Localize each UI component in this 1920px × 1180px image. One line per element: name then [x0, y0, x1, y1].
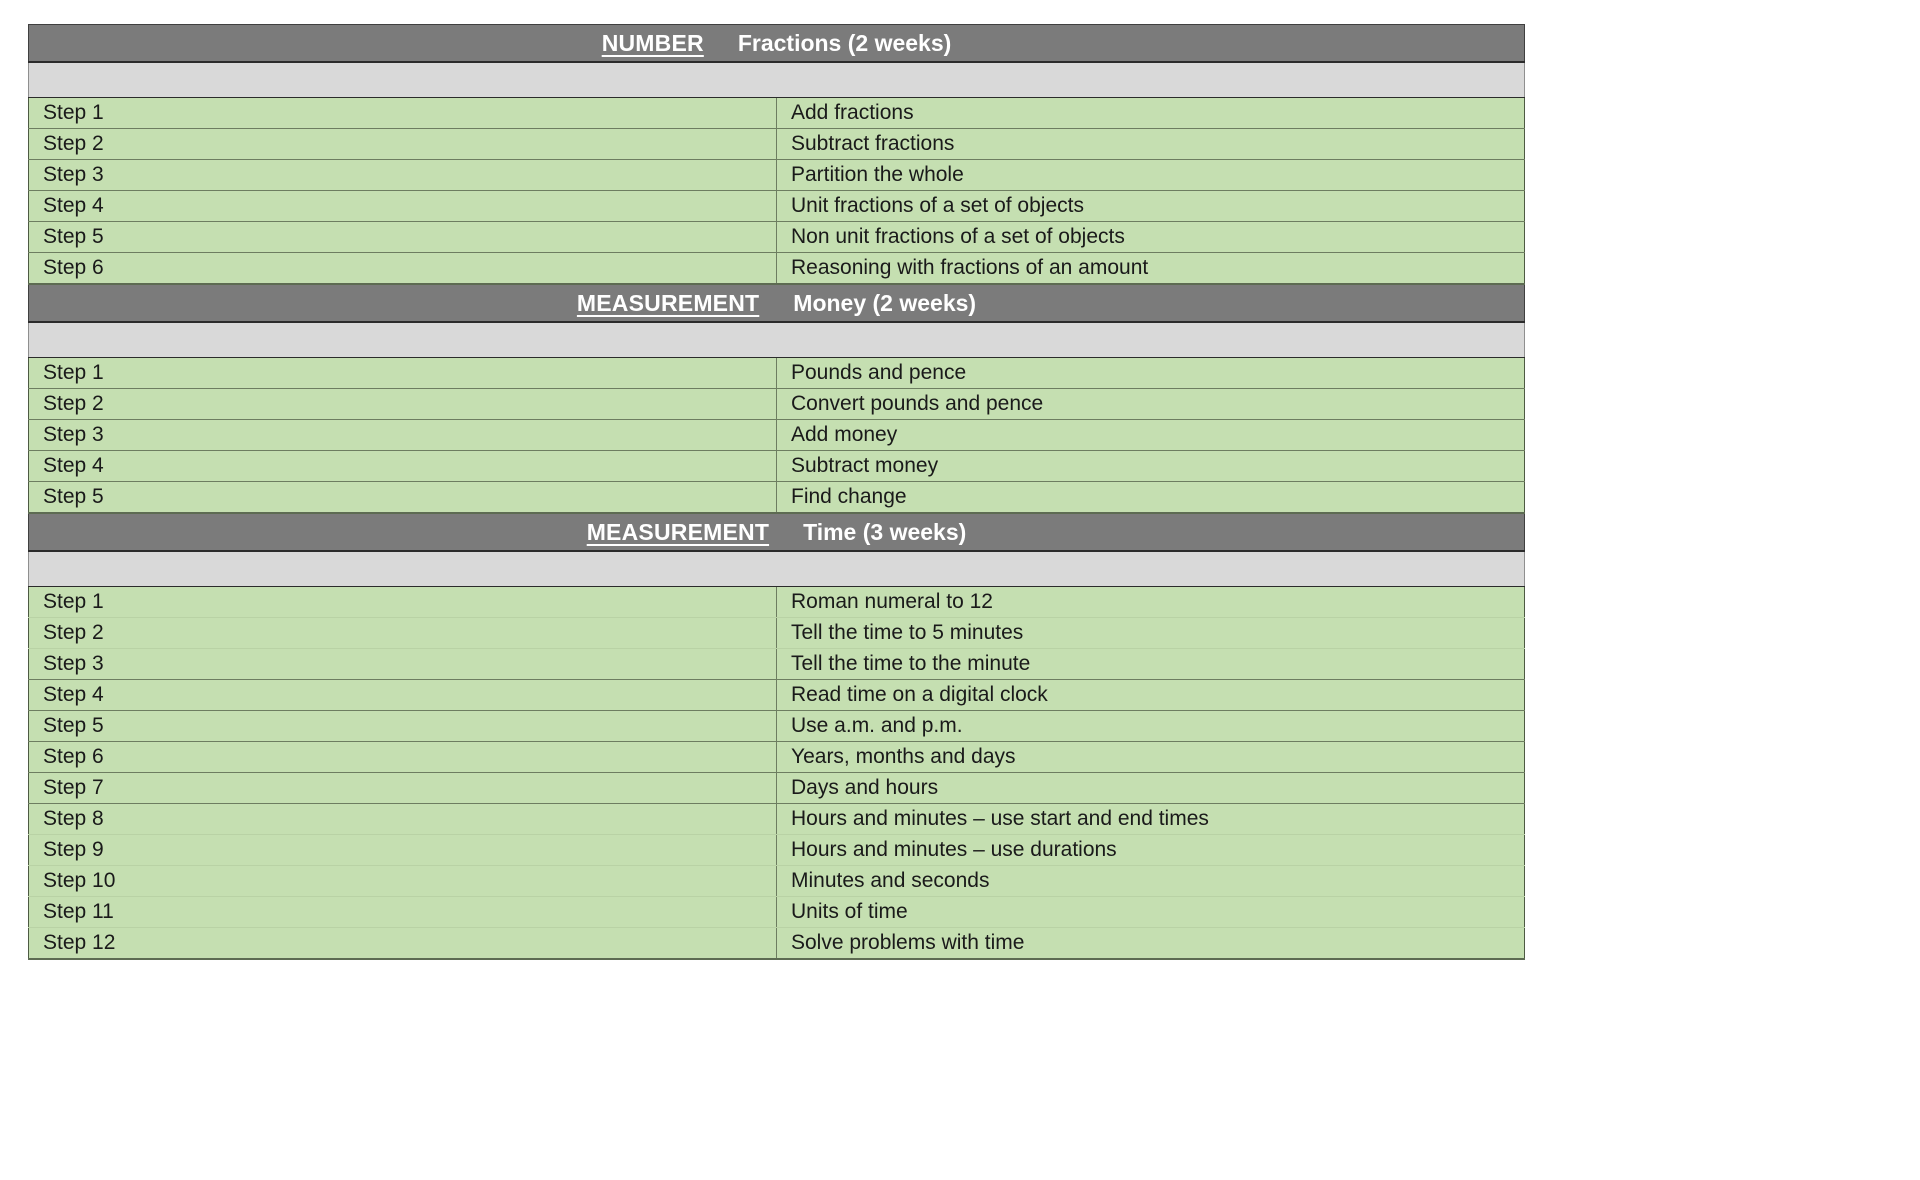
table-row — [29, 160, 1525, 191]
step-objective-cell: Use a.m. and p.m. — [777, 711, 1525, 742]
section-spacer-cell — [29, 551, 1525, 587]
table-row — [29, 358, 1525, 389]
table-row — [29, 482, 1525, 514]
table-row — [29, 742, 1525, 773]
step-number-cell: Step 2 — [29, 389, 777, 420]
table-row — [29, 773, 1525, 804]
section-header-content — [29, 514, 1524, 550]
table-row — [29, 711, 1525, 742]
step-objective-cell: Non unit fractions of a set of objects — [777, 222, 1525, 253]
table-row — [29, 866, 1525, 897]
step-number-cell: Step 3 — [29, 420, 777, 451]
curriculum-sheet — [28, 24, 1525, 960]
step-objective-cell: Add money — [777, 420, 1525, 451]
table-row — [29, 129, 1525, 160]
table-row — [29, 928, 1525, 960]
step-number-cell: Step 7 — [29, 773, 777, 804]
step-objective-cell: Partition the whole — [777, 160, 1525, 191]
step-objective-cell: Unit fractions of a set of objects — [777, 191, 1525, 222]
step-objective-cell: Tell the time to 5 minutes — [777, 618, 1525, 649]
step-number-cell: Step 5 — [29, 482, 777, 514]
step-objective-cell: Units of time — [777, 897, 1525, 928]
step-number-cell: Step 4 — [29, 680, 777, 711]
step-objective-cell: Hours and minutes – use start and end times — [777, 804, 1525, 835]
step-objective-cell: Roman numeral to 12 — [777, 587, 1525, 618]
step-number-cell: Step 1 — [29, 358, 777, 389]
section-header-cell — [29, 284, 1525, 322]
step-objective-cell: Subtract fractions — [777, 129, 1525, 160]
section-domain-label: MEASUREMENT — [586, 519, 770, 545]
step-number-cell: Step 11 — [29, 897, 777, 928]
section-header-row — [29, 284, 1525, 322]
step-objective-cell: Subtract money — [777, 451, 1525, 482]
step-number-cell: Step 4 — [29, 451, 777, 482]
section-spacer-cell — [29, 62, 1525, 98]
step-number-cell: Step 2 — [29, 129, 777, 160]
step-objective-cell: Years, months and days — [777, 742, 1525, 773]
section-topic-label: Money (2 weeks) — [793, 290, 977, 316]
step-objective-cell: Add fractions — [777, 98, 1525, 129]
step-number-cell: Step 2 — [29, 618, 777, 649]
section-domain-label: NUMBER — [601, 30, 704, 56]
table-row — [29, 191, 1525, 222]
table-row — [29, 451, 1525, 482]
step-number-cell: Step 5 — [29, 711, 777, 742]
table-row — [29, 253, 1525, 285]
section-header-content — [29, 25, 1524, 61]
section-header-cell — [29, 513, 1525, 551]
section-header-content — [29, 285, 1524, 321]
curriculum-table — [28, 24, 1525, 960]
step-objective-cell: Convert pounds and pence — [777, 389, 1525, 420]
table-row — [29, 98, 1525, 129]
step-number-cell: Step 8 — [29, 804, 777, 835]
table-row — [29, 649, 1525, 680]
section-spacer-row — [29, 551, 1525, 587]
step-number-cell: Step 5 — [29, 222, 777, 253]
step-objective-cell: Reasoning with fractions of an amount — [777, 253, 1525, 285]
section-topic-label: Fractions (2 weeks) — [737, 30, 952, 56]
step-number-cell: Step 4 — [29, 191, 777, 222]
table-row — [29, 680, 1525, 711]
step-number-cell: Step 12 — [29, 928, 777, 960]
step-number-cell: Step 10 — [29, 866, 777, 897]
section-spacer-row — [29, 322, 1525, 358]
step-objective-cell: Hours and minutes – use durations — [777, 835, 1525, 866]
table-row — [29, 420, 1525, 451]
table-row — [29, 222, 1525, 253]
table-row — [29, 835, 1525, 866]
step-objective-cell: Read time on a digital clock — [777, 680, 1525, 711]
table-row — [29, 897, 1525, 928]
step-number-cell: Step 1 — [29, 98, 777, 129]
table-row — [29, 618, 1525, 649]
curriculum-table-body — [29, 25, 1525, 960]
section-header-row — [29, 25, 1525, 63]
step-number-cell: Step 1 — [29, 587, 777, 618]
step-objective-cell: Find change — [777, 482, 1525, 514]
step-objective-cell: Minutes and seconds — [777, 866, 1525, 897]
step-objective-cell: Days and hours — [777, 773, 1525, 804]
step-number-cell: Step 6 — [29, 253, 777, 285]
step-number-cell: Step 9 — [29, 835, 777, 866]
section-header-cell — [29, 25, 1525, 63]
table-row — [29, 587, 1525, 618]
table-row — [29, 389, 1525, 420]
section-spacer-cell — [29, 322, 1525, 358]
step-number-cell: Step 3 — [29, 160, 777, 191]
section-header-row — [29, 513, 1525, 551]
section-topic-label: Time (3 weeks) — [803, 519, 967, 545]
step-objective-cell: Tell the time to the minute — [777, 649, 1525, 680]
section-domain-label: MEASUREMENT — [576, 290, 760, 316]
step-number-cell: Step 3 — [29, 649, 777, 680]
step-objective-cell: Solve problems with time — [777, 928, 1525, 960]
step-objective-cell: Pounds and pence — [777, 358, 1525, 389]
section-spacer-row — [29, 62, 1525, 98]
table-row — [29, 804, 1525, 835]
step-number-cell: Step 6 — [29, 742, 777, 773]
